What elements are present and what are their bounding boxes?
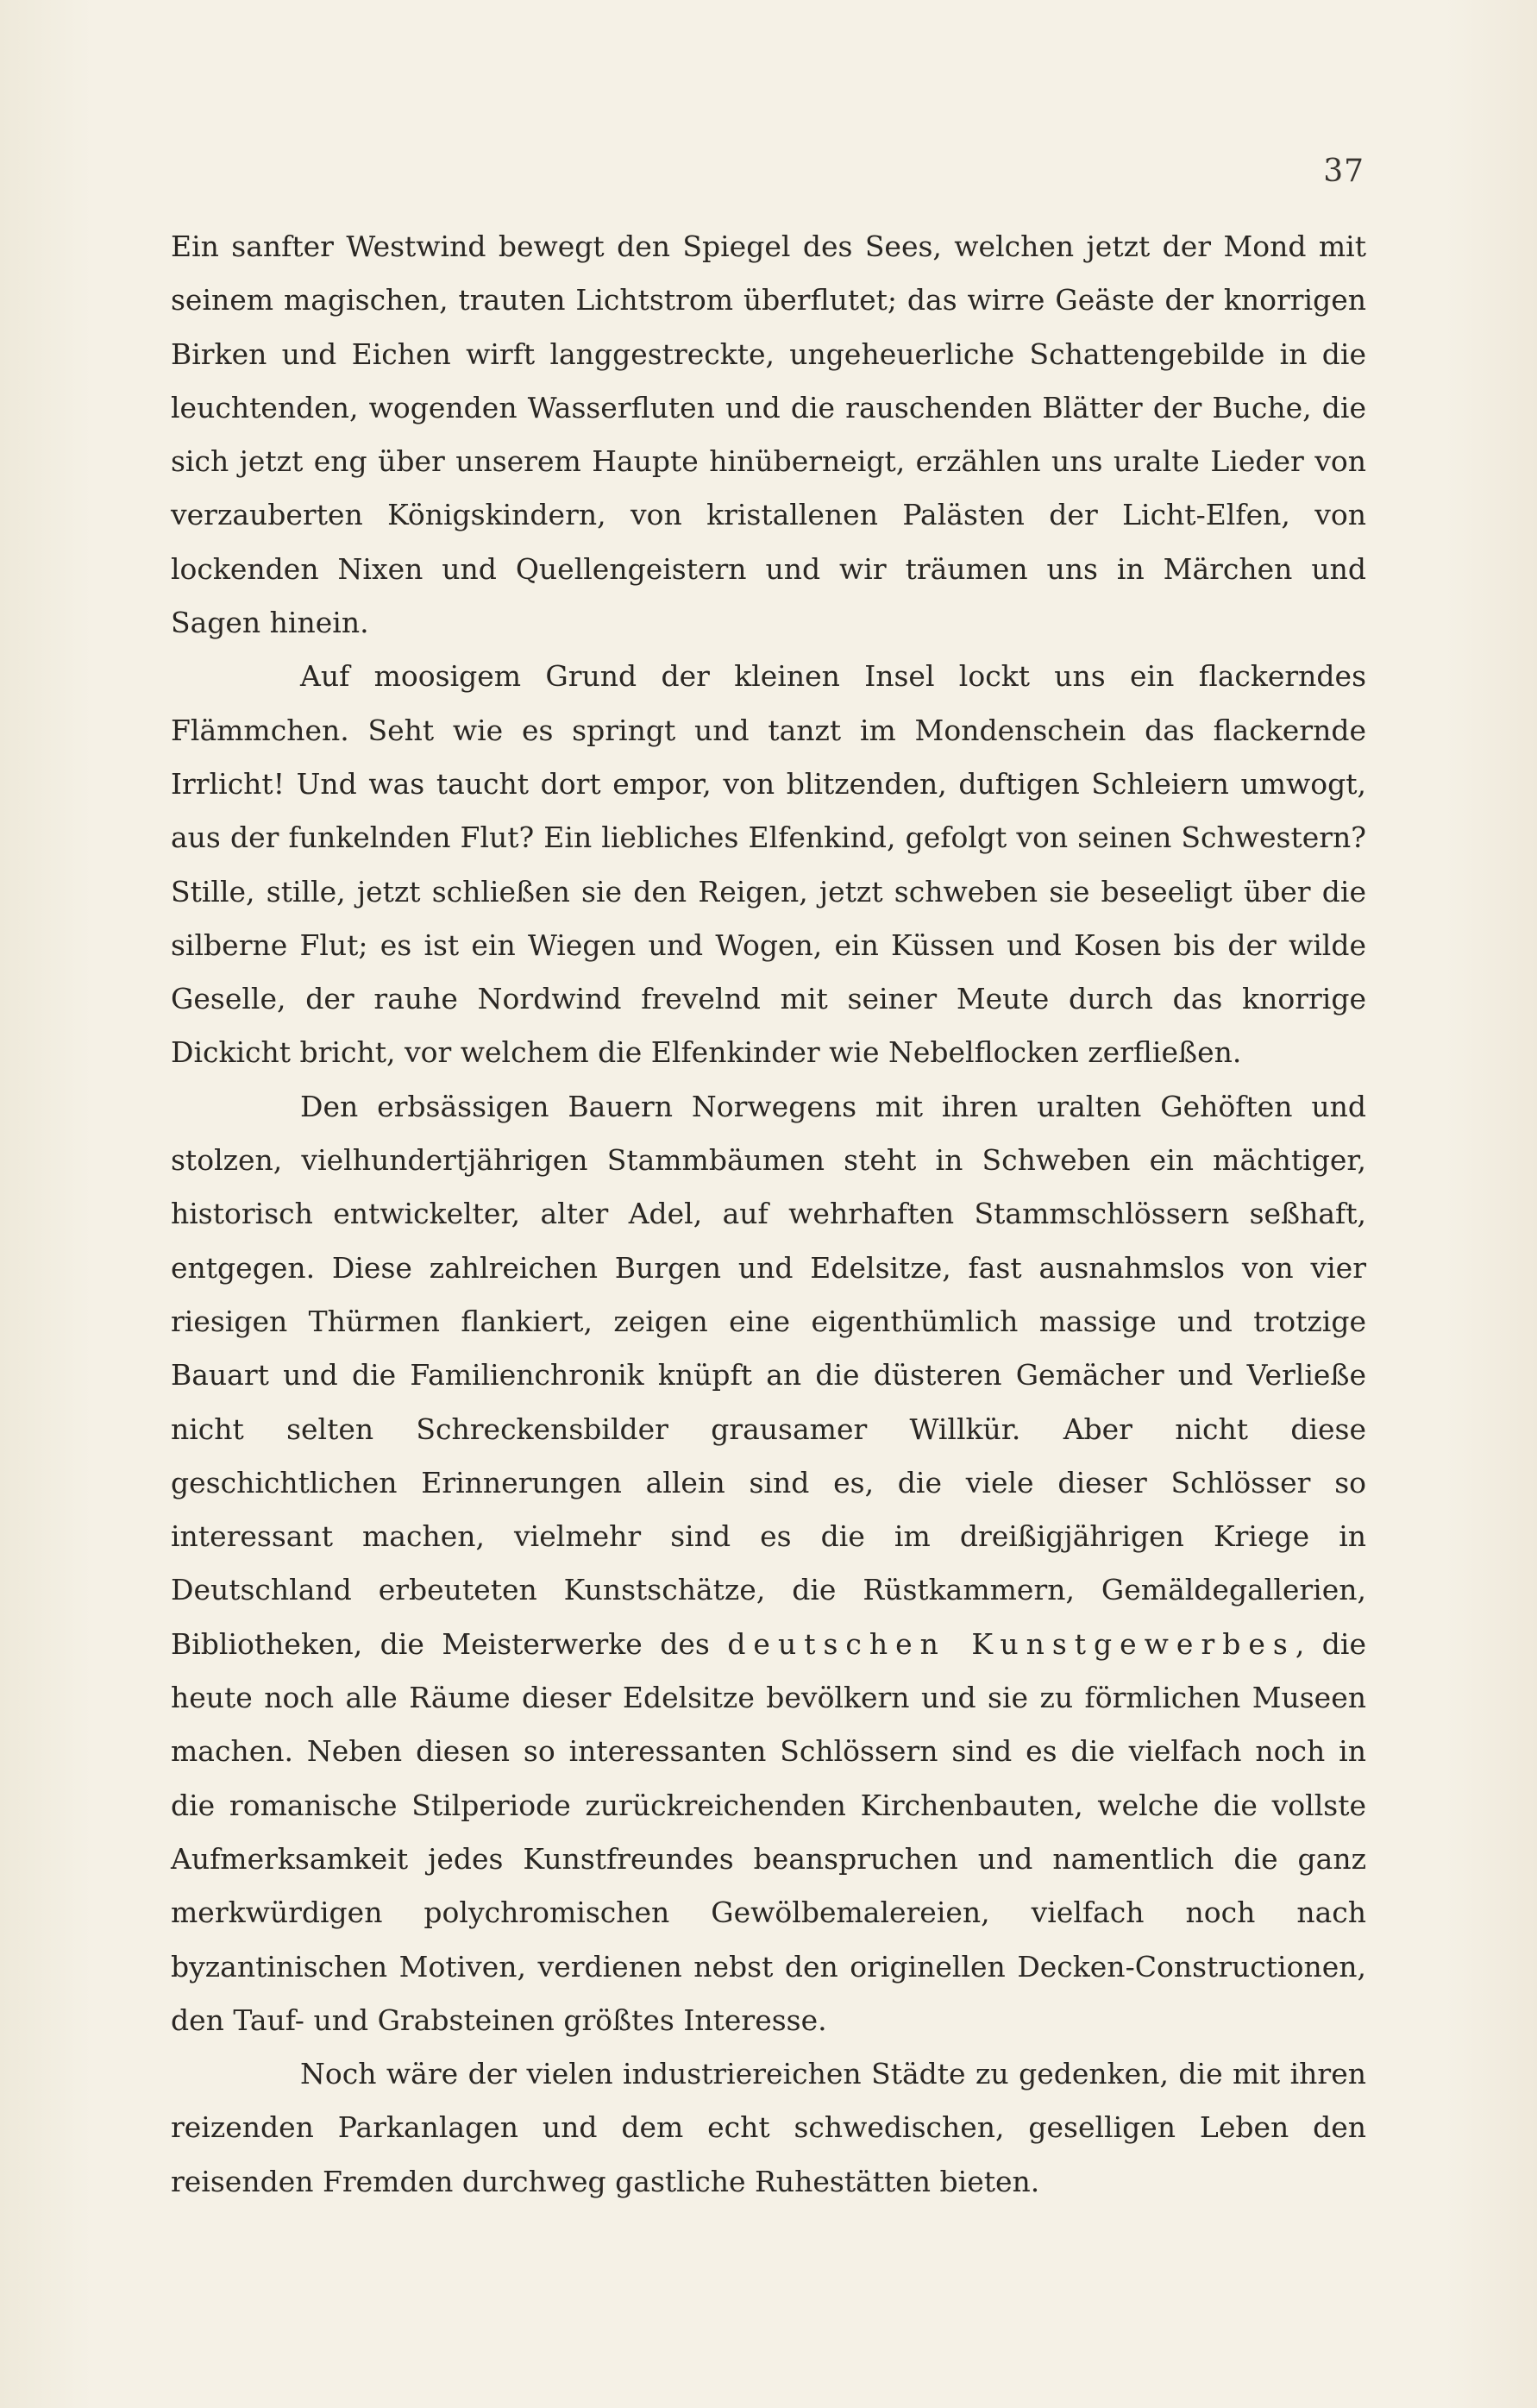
- body-text: [171, 220, 1366, 2209]
- paragraph-2: Auf moosigem Grund der kleinen Insel lockt uns ein flackerndes Flämmchen. Seht wie es springt und tanzt im Mondenschein das flackernde Irrlicht! Und was taucht dort empor, von blitzenden, duftigen Schleiern umwogt, aus der funkelnden Flut? Ein liebliches Elfenkind, gefolgt von seinen Schwestern? Stille, stille, jetzt schließen sie den Reigen, jetzt schweben sie beseeligt über die silberne Flut; es ist ein Wiegen und Wogen, ein Küssen und Kosen bis der wilde Geselle, der rauhe Nordwind frevelnd mit seiner Meute durch das knorrige Dickicht bricht, vor welchem die Elfenkinder wie Nebelflocken zerfließen.: [171, 659, 1366, 1070]
- paragraph-3-part-2: , die heute noch alle Räume dieser Edelsitze bevölkern und sie zu förmlichen Museen machen. Neben diesen so interessanten Schlössern sind es die vielfach noch in die romanische Stilperiode zurückreichenden Kirchenbauten, welche die vollste Aufmerksamkeit jedes Kunstfreundes beanspruchen und namentlich die ganz merkwürdigen polychromischen Gewölbemalereien, vielfach noch nach byzantinischen Motiven, verdienen nebst den originellen Decken-Constructionen, den Tauf- und Grabsteinen größtes Interesse.: [171, 1626, 1366, 2037]
- paragraph-3-part-1: Den erbsässigen Bauern Norwegens mit ihren uralten Gehöften und stolzen, vielhundertjährigen Stammbäumen steht in Schweben ein mächtiger, historisch entwickelter, alter Adel, auf wehrhaften Stammschlössern seßhaft, entgegen. Diese zahlreichen Burgen und Edelsitze, fast ausnahmslos von vier riesigen Thürmen flankiert, zeigen eine eigenthümlich massige und trotzige Bauart und die Familienchronik knüpft an die düsteren Gemächer und Verließe nicht selten Schreckensbilder grausamer Willkür. Aber nicht diese geschichtlichen Erinnerungen allein sind es, die viele dieser Schlösser so interessant machen, vielmehr sind es die im dreißigjährigen Kriege in Deutschland erbeuteten Kunstschätze, die Rüstkammern, Gemäldegallerien, Bibliotheken, die Meisterwerke des: [171, 1089, 1366, 1661]
- paragraph-4: Noch wäre der vielen industriereichen Städte zu gedenken, die mit ihren reizenden Parkanlagen und dem echt schwedischen, geselligen Leben den reisenden Fremden durchweg gastliche Ruhestätten bieten.: [171, 2057, 1366, 2198]
- page-number: 37: [1323, 154, 1364, 189]
- emphasized-phrase: deutschen Kunstgewerbes: [727, 1626, 1295, 1661]
- paragraph-3: [171, 1080, 1366, 2047]
- paragraph-1: Ein sanfter Westwind bewegt den Spiegel des Sees, welchen jetzt der Mond mit seinem magischen, trauten Lichtstrom überflutet; das wirre Geäste der knorrigen Birken und Eichen wirft langgestreckte, ungeheuerliche Schattengebilde in die leuchtenden, wogenden Wasserfluten und die rauschenden Blätter der Buche, die sich jetzt eng über unserem Haupte hinüberneigt, erzählen uns uralte Lieder von verzauberten Königskindern, von kristallenen Palästen der Licht-Elfen, von lockenden Nixen und Quellengeistern und wir träumen uns in Märchen und Sagen hinein.: [171, 229, 1366, 640]
